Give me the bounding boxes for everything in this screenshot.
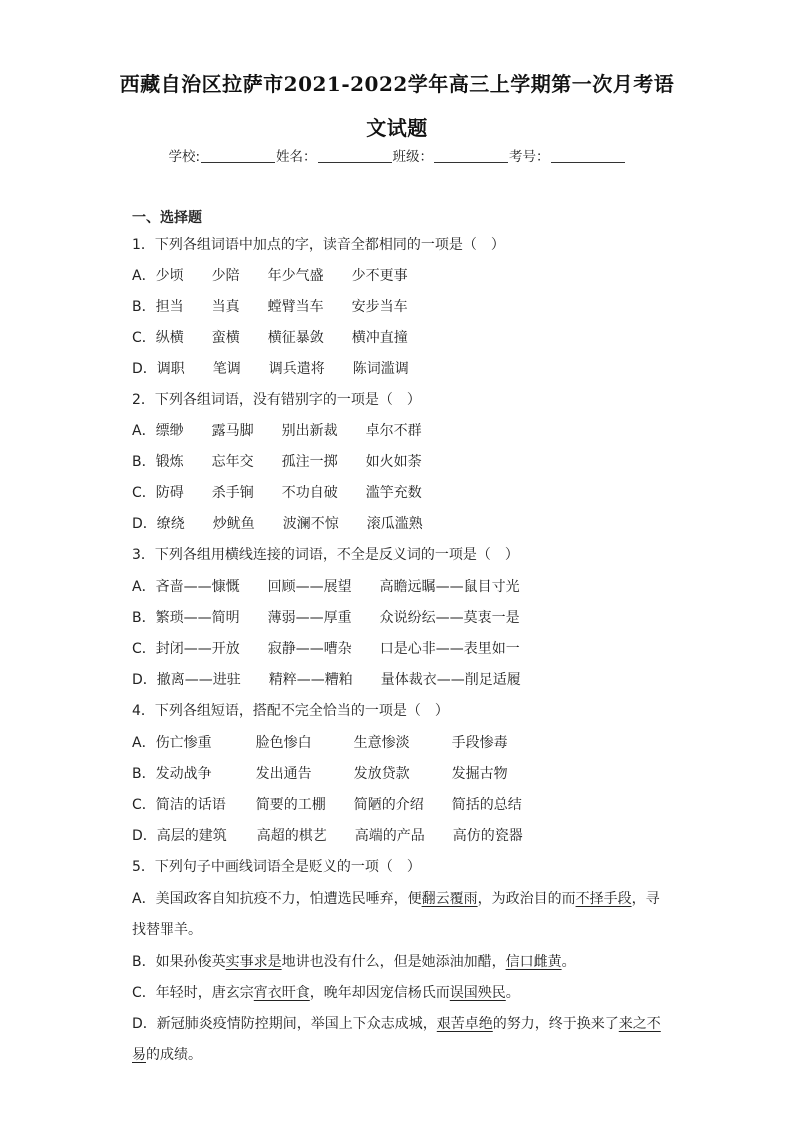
- q5-option-a: A．美国政客自知抗疫不力，怕遭选民唾弃，便翻云覆雨，为政治目的而不择手段，寻: [132, 891, 660, 907]
- exam-title-line2: 文试题: [366, 116, 428, 140]
- q5-option-b: B．如果孙俊英实事求是地讲也没有什么，但是她添油加醋，信口雌黄。: [132, 954, 576, 970]
- q1-option-d: D．调职 笔调 调兵遣将 陈词滥调: [132, 361, 409, 377]
- underlined-phrase: 翻云覆雨: [421, 891, 478, 907]
- q3-stem: 3．下列各组用横线连接的词语，不全是反义词的一项是（ ）: [132, 547, 519, 563]
- q2-option-a: A．缥缈 露马脚 别出新裁 卓尔不群: [132, 423, 422, 439]
- q2-option-d: D．缭绕 炒鱿鱼 波澜不惊 滚瓜滥熟: [132, 516, 423, 532]
- option-label: C．: [132, 797, 156, 813]
- underlined-phrase: 不择手段: [575, 891, 632, 907]
- school-label: 学校:: [168, 149, 201, 165]
- option-label: A．: [132, 268, 156, 284]
- q3-option-a: A．吝啬——慷慨 回顾——展望 高瞻远瞩——鼠目寸光: [132, 579, 520, 595]
- q3-option-b: B．繁琐——简明 薄弱——厚重 众说纷纭——莫衷一是: [132, 610, 520, 626]
- option-label: C．: [132, 641, 156, 657]
- option-label: D．: [132, 361, 157, 377]
- class-label: 班级：: [392, 149, 434, 165]
- q1-option-a: A．少顷 少陪 年少气盛 少不更事: [132, 268, 408, 284]
- option-label: A．: [132, 891, 156, 907]
- q5-option-d-cont: 易的成绩。: [132, 1047, 202, 1063]
- option-label: D．: [132, 1016, 157, 1032]
- q4-option-a: A．伤亡惨重 脸色惨白 生意惨淡 手段惨毒: [132, 735, 508, 751]
- q4-stem: 4．下列各组短语，搭配不完全恰当的一项是（ ）: [132, 703, 449, 719]
- underlined-phrase: 宵衣旰食: [253, 985, 310, 1001]
- section-heading: 一、选择题: [132, 210, 202, 226]
- underlined-phrase: 易: [132, 1047, 146, 1063]
- underlined-phrase: 信口雌黄: [505, 954, 562, 970]
- q5-option-c: C．年轻时，唐玄宗宵衣旰食，晚年却因宠信杨氏而误国殃民。: [132, 985, 520, 1001]
- option-label: A．: [132, 423, 156, 439]
- q3-option-c: C．封闭——开放 寂静——嘈杂 口是心非——表里如一: [132, 641, 520, 657]
- underlined-phrase: 误国殃民: [449, 985, 506, 1001]
- class-blank: [434, 148, 508, 163]
- option-label: B．: [132, 610, 156, 626]
- name-blank: [318, 148, 392, 163]
- q4-option-c: C．简洁的话语 简要的工棚 简陋的介绍 简括的总结: [132, 797, 522, 813]
- q5-option-a-cont: 找替罪羊。: [132, 922, 202, 938]
- underlined-phrase: 艰苦卓绝: [436, 1016, 493, 1032]
- option-label: B．: [132, 299, 156, 315]
- option-label: A．: [132, 735, 156, 751]
- option-label: A．: [132, 579, 156, 595]
- name-label: 姓名：: [276, 149, 317, 165]
- option-label: B．: [132, 766, 156, 782]
- q5-stem: 5．下列句子中画线词语全是贬义的一项（ ）: [132, 859, 421, 875]
- q2-stem: 2．下列各组词语，没有错别字的一项是（ ）: [132, 392, 421, 408]
- option-label: B．: [132, 954, 156, 970]
- option-label: B．: [132, 454, 156, 470]
- exam-title-line1: 西藏自治区拉萨市2021-2022学年高三上学期第一次月考语: [119, 72, 675, 96]
- q4-option-d: D．高层的建筑 高超的棋艺 高端的产品 高仿的瓷器: [132, 828, 523, 844]
- option-label: D．: [132, 828, 157, 844]
- q5-option-d: D．新冠肺炎疫情防控期间，举国上下众志成城，艰苦卓绝的努力，终于换来了来之不: [132, 1016, 661, 1032]
- option-label: C．: [132, 330, 156, 346]
- student-info-row: [0, 145, 794, 165]
- option-label: D．: [132, 672, 157, 688]
- q2-option-b: B．锻炼 忘年交 孤注一掷 如火如荼: [132, 454, 422, 470]
- school-blank: [201, 148, 275, 163]
- underlined-phrase: 实事求是: [225, 954, 282, 970]
- number-label: 考号：: [509, 149, 550, 165]
- q1-option-b: B．担当 当真 螳臂当车 安步当车: [132, 299, 408, 315]
- q3-option-d: D．撤离——进驻 精粹——糟粕 量体裁衣——削足适履: [132, 672, 521, 688]
- q1-stem: 1．下列各组词语中加点的字，读音全都相同的一项是（ ）: [132, 237, 505, 253]
- q4-option-b: B．发动战争 发出通告 发放贷款 发掘古物: [132, 766, 508, 782]
- option-label: C．: [132, 485, 156, 501]
- underlined-phrase: 来之不: [618, 1016, 661, 1032]
- q1-option-c: C．纵横 蛮横 横征暴敛 横冲直撞: [132, 330, 408, 346]
- option-label: C．: [132, 985, 156, 1001]
- q2-option-c: C．防碍 杀手锏 不功自破 滥竽充数: [132, 485, 422, 501]
- number-blank: [551, 148, 625, 163]
- option-label: D．: [132, 516, 157, 532]
